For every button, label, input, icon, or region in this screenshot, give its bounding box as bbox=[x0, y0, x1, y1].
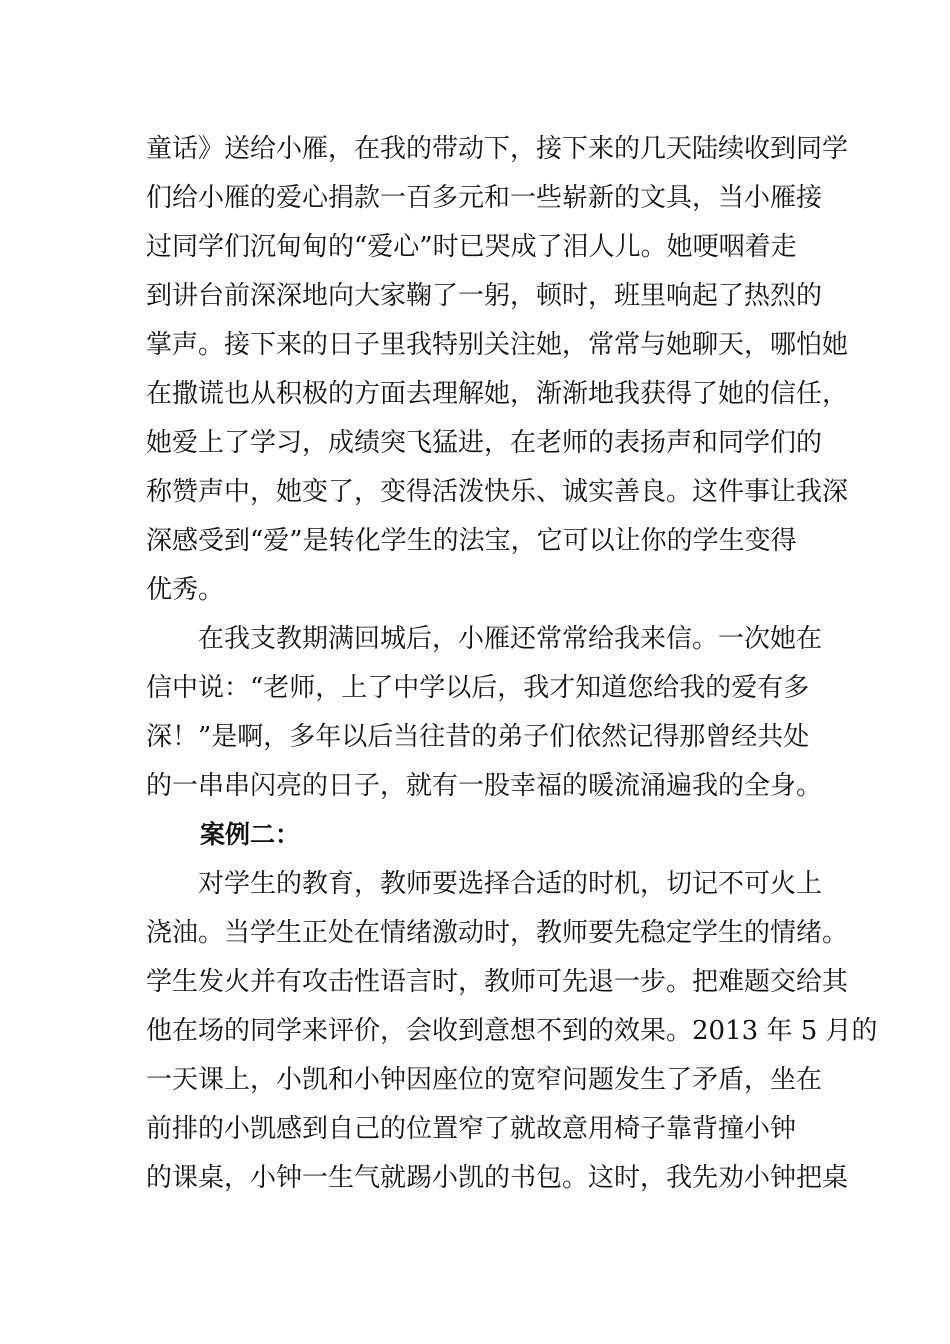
paragraph-1-line-4: 到讲台前深深地向大家鞠了一躬，顿时，班里响起了热烈的 bbox=[146, 281, 823, 311]
paragraph-1-line-10: 优秀。 bbox=[146, 575, 225, 605]
paragraph-2-line-1: 在我支教期满回城后，小雁还常常给我来信。一次她在 bbox=[198, 624, 823, 654]
paragraph-1-line-8: 称赞声中，她变了，变得活泼快乐、诚实善良。这件事让我深 bbox=[146, 477, 849, 507]
paragraph-1-line-6: 在撒谎也从积极的方面去理解她，渐渐地我获得了她的信任， bbox=[146, 379, 849, 409]
paragraph-3-line-1: 对学生的教育，教师要选择合适的时机，切记不可火上 bbox=[198, 869, 823, 899]
paragraph-1-line-5: 掌声。接下来的日子里我特别关注她，常常与她聊天，哪怕她 bbox=[146, 330, 849, 360]
paragraph-3-line-5: 一天课上，小凯和小钟因座位的宽窄问题发生了矛盾，坐在 bbox=[146, 1065, 823, 1095]
paragraph-3-line-7: 的课桌，小钟一生气就踢小凯的书包。这时，我先劝小钟把桌 bbox=[146, 1163, 849, 1193]
paragraph-3-line-3: 学生发火并有攻击性语言时，教师可先退一步。把难题交给其 bbox=[146, 967, 849, 997]
paragraph-2-line-3: 深！”是啊，多年以后当往昔的弟子们依然记得那曾经共处 bbox=[146, 722, 810, 752]
section-heading: 案例二： bbox=[200, 820, 301, 849]
paragraph-3-line-4: 他在场的同学来评价，会收到意想不到的效果。2013 年 5 月的 bbox=[146, 1016, 878, 1046]
paragraph-1-line-7: 她爱上了学习，成绩突飞猛进，在老师的表扬声和同学们的 bbox=[146, 428, 823, 458]
paragraph-1-line-1: 童话》送给小雁，在我的带动下，接下来的几天陆续收到同学 bbox=[146, 134, 849, 164]
paragraph-2-line-4: 的一串串闪亮的日子，就有一股幸福的暖流涌遍我的全身。 bbox=[146, 771, 823, 801]
paragraph-3-line-6: 前排的小凯感到自己的位置窄了就故意用椅子靠背撞小钟 bbox=[146, 1114, 797, 1144]
paragraph-1-line-3: 过同学们沉甸甸的“爱心”时已哭成了泪人儿。她哽咽着走 bbox=[146, 232, 797, 262]
paragraph-3-line-2: 浇油。当学生正处在情绪激动时，教师要先稳定学生的情绪。 bbox=[146, 918, 849, 948]
paragraph-2-line-2: 信中说：“老师，上了中学以后，我才知道您给我的爱有多 bbox=[146, 673, 810, 703]
paragraph-1-line-2: 们给小雁的爱心捐款一百多元和一些崭新的文具，当小雁接 bbox=[146, 183, 823, 213]
paragraph-1-line-9: 深感受到“爱”是转化学生的法宝，它可以让你的学生变得 bbox=[146, 526, 797, 556]
